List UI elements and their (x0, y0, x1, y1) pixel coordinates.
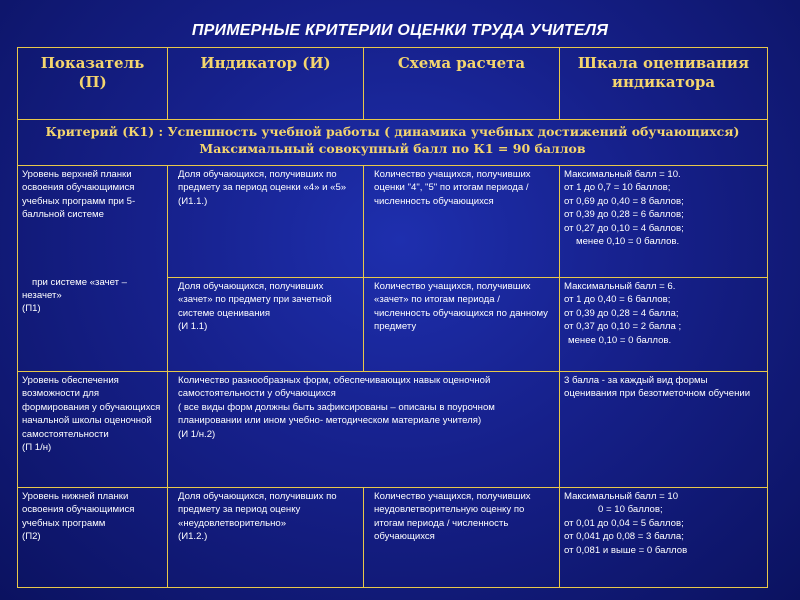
header-scheme: Схема расчета (364, 48, 560, 120)
indicator-cell (168, 488, 364, 588)
header-row (18, 48, 768, 120)
scale-cell (560, 166, 768, 278)
scheme-cell: Количество учащихся, получивших «зачет» по итогам периода / численность обучающихся по данному предмету (364, 278, 560, 372)
indicator-code: (И1.2.) (178, 531, 208, 543)
scale-line: от 0,081 и выше = 0 баллов (564, 544, 688, 556)
indicator-code: (И1.1.) (178, 195, 208, 207)
scale-line: от 0,37 до 0,10 = 2 балла ; (564, 321, 682, 333)
scale-line: 0 = 10 баллов; (598, 504, 663, 516)
criterion-line-1: Критерий (К1) : Успешность учебной работы ( динамика учебных достижений обучающихся) (45, 124, 740, 139)
scale-line: от 0,69 до 0,40 = 8 баллов; (564, 195, 684, 207)
scale-line: от 0,39 до 0,28 = 6 баллов; (564, 209, 684, 221)
scale-line: Максимальный балл = 10 (564, 491, 679, 502)
scale-cell (560, 488, 768, 588)
pokazatel-text-zachet: при системе «зачет – незачет» (22, 276, 127, 302)
pokazatel-text: Уровень обеспечения возможности для формирования у обучающихся начальной школы оценочной самостоятельности (22, 375, 161, 440)
scale-cell: 3 балла - за каждый вид формы оценивания при безотметочном обучении (560, 372, 768, 488)
header-pokazatel: Показатель (П) (18, 48, 168, 120)
pokazatel-code: (П2) (22, 531, 41, 543)
pokazatel-cell-p2 (18, 488, 168, 588)
scheme-cell: Количество учащихся, получивших оценки "4", "5" по итогам периода / численность обучающихся (364, 166, 560, 278)
pokazatel-text: Уровень верхней планки освоения обучающимися учебных программ при 5-балльной системе (22, 169, 136, 221)
pokazatel-text: Уровень нижней планки освоения обучающимися учебных программ (22, 491, 135, 529)
indicator-text: Доля обучающихся, получивших по предмету за период оценки «4» и «5» (178, 169, 347, 194)
indicator-note: ( все виды форм должны быть зафиксированы – описаны в поурочном планировании или ином учебно- методическом материале учителя) (178, 401, 495, 427)
pokazatel-code: (П 1/н) (22, 442, 52, 454)
criteria-table (17, 47, 768, 588)
table-row (18, 166, 768, 278)
indicator-text: Количество разнообразных форм, обеспечивающих навык оценочной самостоятельности у обучающихся (178, 375, 491, 400)
table-row (18, 372, 768, 488)
scale-line: менее 0,10 = 0 баллов. (568, 334, 672, 346)
scale-line: от 1 до 0,40 = 6 баллов; (564, 294, 671, 306)
scale-line: от 0,041 до 0,08 = 3 балла; (564, 531, 684, 543)
pokazatel-cell-p1 (18, 166, 168, 372)
scale-cell (560, 278, 768, 372)
criterion-line-2: Максимальный совокупный балл по К1 = 90 баллов (199, 141, 586, 156)
indicator-code: (И 1.1) (178, 321, 208, 333)
indicator-cell (168, 278, 364, 372)
header-indicator: Индикатор (И) (168, 48, 364, 120)
scale-line: Максимальный балл = 10. (564, 169, 681, 180)
table-row (18, 488, 768, 588)
scale-line: от 0,39 до 0,28 = 4 балла; (564, 307, 679, 319)
header-scale: Шкала оценивания индикатора (560, 48, 768, 120)
criterion-row (18, 120, 768, 166)
scale-line: Максимальный балл = 6. (564, 281, 676, 292)
indicator-text: Доля обучающихся, получивших «зачет» по предмету при зачетной системе оценивания (178, 281, 332, 319)
scale-line: от 0,01 до 0,04 = 5 баллов; (564, 517, 684, 529)
pokazatel-cell-p1n (18, 372, 168, 488)
indicator-text: Доля обучающихся, получивших по предмету за период оценку «неудовлетворительно» (178, 491, 337, 529)
scale-line: от 1 до 0,7 = 10 баллов; (564, 182, 671, 194)
scale-line: от 0,27 до 0,10 = 4 баллов; (564, 222, 684, 234)
page-title: ПРИМЕРНЫЕ КРИТЕРИИ ОЦЕНКИ ТРУДА УЧИТЕЛЯ (191, 22, 609, 39)
pokazatel-code: (П1) (22, 303, 41, 315)
indicator-cell (168, 166, 364, 278)
scheme-cell: Количество учащихся, получивших неудовлетворительную оценку по итогам периода / численность обучающихся (364, 488, 560, 588)
criterion-cell (18, 120, 768, 166)
indicator-cell-wide (168, 372, 560, 488)
indicator-code: (И 1/н.2) (178, 428, 216, 440)
scale-line: менее 0,10 = 0 баллов. (576, 236, 680, 248)
